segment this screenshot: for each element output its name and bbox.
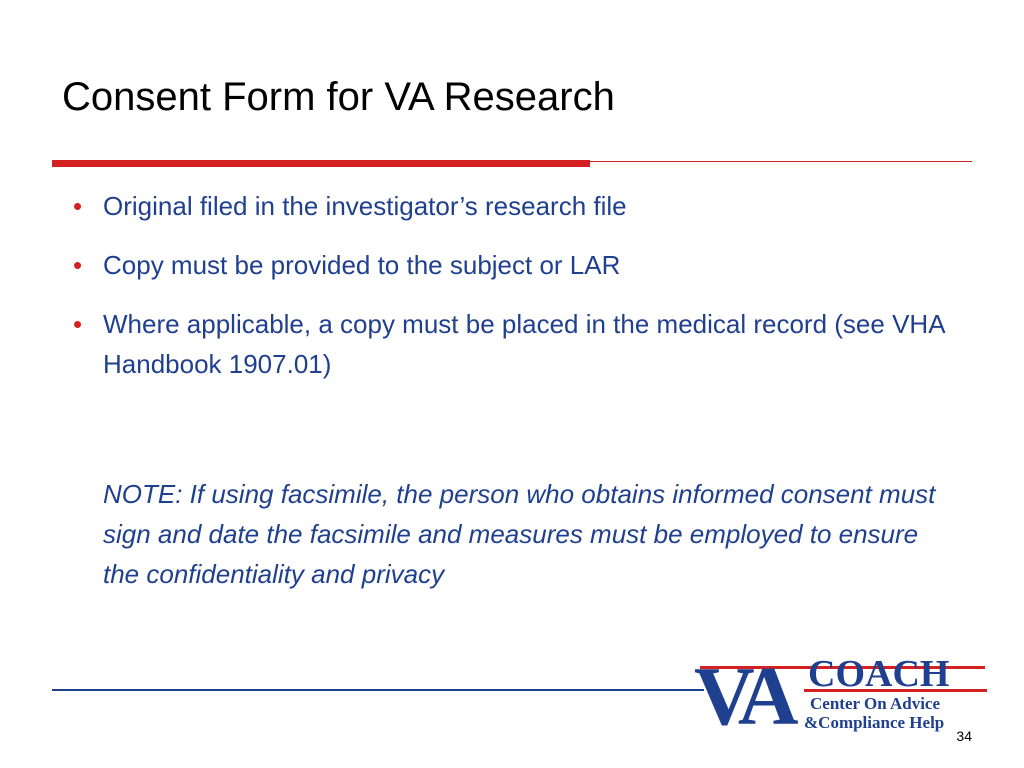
logo-va-text: VA: [694, 650, 793, 732]
bullet-item: [70, 186, 970, 226]
logo-tagline-line2: &Compliance Help: [804, 713, 945, 732]
bullet-icon: •: [73, 250, 83, 280]
bullet-text: Copy must be provided to the subject or LAR: [103, 250, 621, 280]
logo-coach-text: COACH: [808, 653, 950, 695]
title-underline-thick: [52, 160, 590, 167]
slide-title: Consent Form for VA Research: [62, 75, 615, 119]
logo-tagline-line1: Center On Advice: [810, 694, 941, 713]
va-coach-logo: [692, 644, 992, 732]
facsimile-note: NOTE: If using facsimile, the person who obtains informed consent must sign and date the facsimile and measures must be employed to ensure the confidentiality and privacy: [103, 479, 936, 589]
bullet-icon: •: [73, 191, 83, 221]
page-number: 34: [956, 728, 972, 744]
title-underline-thin: [590, 161, 972, 162]
bullet-text: Original filed in the investigator’s research file: [103, 191, 627, 221]
bullet-item: [70, 245, 970, 285]
bullet-list: [70, 186, 970, 403]
bullet-item: [70, 304, 970, 384]
bullet-text: Where applicable, a copy must be placed in the medical record (see VHA Handbook 1907.01): [103, 309, 945, 379]
footer-divider: [52, 689, 704, 691]
bullet-icon: •: [73, 309, 83, 339]
